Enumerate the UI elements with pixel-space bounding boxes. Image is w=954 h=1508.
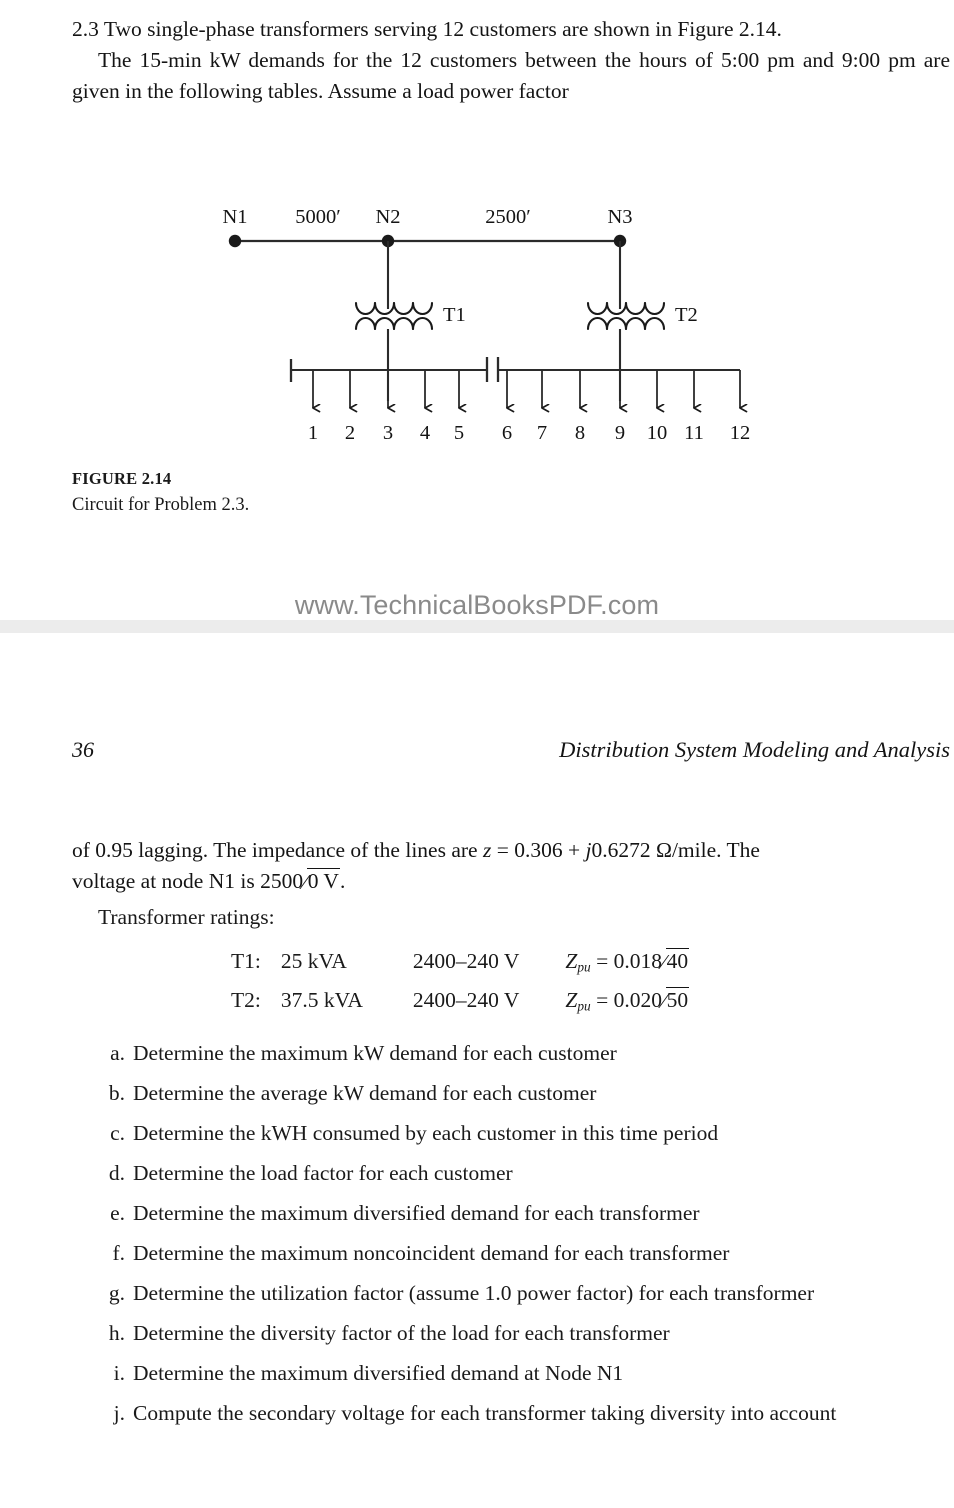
customer-drop-arrows	[313, 370, 740, 408]
watermark-text: www.TechnicalBooksPDF.com	[294, 590, 660, 620]
transformer-label-t1: T1	[443, 304, 466, 326]
list-item	[104, 1238, 950, 1269]
circuit-diagram-svg	[0, 196, 954, 456]
list-item	[104, 1358, 950, 1389]
list-marker-g: g.	[108, 1281, 125, 1305]
transformer-kva-t1: 25 kVA	[280, 949, 347, 973]
figure-caption-label: FIGURE 2.14	[72, 469, 172, 488]
impedance-text-c: 0.6272 Ω/mile. The	[591, 838, 760, 862]
customer-label-12: 12	[729, 422, 751, 444]
list-marker-h: h.	[108, 1321, 125, 1345]
span-label-2500: 2500′	[485, 206, 531, 228]
voltage-text-b: .	[339, 869, 346, 893]
table-row	[231, 946, 689, 985]
transformer-kva-t2: 37.5 kVA	[280, 987, 363, 1012]
voltage-sentence	[72, 866, 950, 897]
impedance-variable-z: z	[482, 838, 492, 862]
list-marker-e: e.	[110, 1201, 125, 1225]
transformer-label-t2: T2	[675, 304, 698, 326]
circuit-figure	[0, 196, 954, 456]
customer-label-1: 1	[307, 422, 319, 444]
list-text-e: Determine the maximum diversified demand for each transformer	[133, 1201, 700, 1225]
page-number: 36	[72, 737, 94, 762]
transformer-ratings-table	[0, 946, 954, 1023]
node-label-n3: N3	[607, 206, 633, 228]
transformer-t2-secondary-winding	[588, 318, 664, 329]
problem-statement-paragraph-1: 2.3 Two single-phase transformers serving 12 customers are shown in Figure 2.14.	[72, 17, 782, 41]
list-marker-f: f.	[112, 1241, 125, 1265]
list-marker-i: i.	[113, 1361, 125, 1385]
customer-label-2: 2	[344, 422, 356, 444]
voltage-angle-value: 0 V	[307, 869, 339, 893]
page-separator-band	[0, 620, 954, 633]
figure-caption-text: Circuit for Problem 2.3.	[72, 495, 250, 515]
z-angle-t2: 50	[666, 987, 689, 1012]
angle-symbol-icon: ⁄	[661, 988, 666, 1013]
list-marker-d: d.	[108, 1161, 125, 1185]
customer-label-9: 9	[614, 422, 626, 444]
list-item	[104, 1278, 950, 1309]
transformer-t1-secondary-winding	[356, 318, 432, 329]
problem-statement-paragraph-2: The 15-min kW demands for the 12 customers between the hours of 5:00 pm and 9:00 pm are given in the following tables. Assume a load power factor	[72, 48, 950, 103]
z-equals-t1: = 0.018	[590, 949, 662, 973]
impedance-operator-j: j	[585, 838, 592, 862]
question-list	[104, 1038, 950, 1438]
transformer-ratings-intro: Transformer ratings:	[98, 905, 275, 929]
impedance-text-a: of 0.95 lagging. The impedance of the lines are	[72, 838, 483, 862]
table-row	[231, 985, 689, 1024]
z-symbol-t2: Z	[565, 987, 578, 1012]
list-marker-b: b.	[108, 1081, 125, 1105]
transformer-name-t1: T1:	[231, 949, 261, 973]
customer-label-3: 3	[382, 422, 394, 444]
impedance-text-b: = 0.306 +	[491, 838, 586, 862]
span-label-5000: 5000′	[295, 206, 341, 228]
impedance-sentence	[72, 835, 950, 866]
z-subscript-t1: pu	[577, 959, 591, 975]
book-title: Distribution System Modeling and Analysis	[559, 737, 950, 762]
list-text-c: Determine the kWH consumed by each customer in this time period	[133, 1121, 719, 1145]
transformer-name-t2: T2:	[231, 987, 261, 1012]
list-text-f: Determine the maximum noncoincident demand for each transformer	[133, 1241, 730, 1265]
list-text-i: Determine the maximum diversified demand at Node N1	[133, 1361, 624, 1385]
list-item	[104, 1198, 950, 1229]
customer-label-7: 7	[536, 422, 548, 444]
list-text-a: Determine the maximum kW demand for each customer	[133, 1041, 617, 1065]
transformer-t1-primary-winding	[356, 303, 432, 314]
z-subscript-t2: pu	[577, 998, 591, 1014]
list-text-j: Compute the secondary voltage for each transformer taking diversity into account	[133, 1401, 837, 1425]
transformer-impedance-t1	[565, 946, 689, 985]
list-marker-a: a.	[110, 1041, 125, 1065]
node-label-n1: N1	[222, 206, 248, 228]
list-text-d: Determine the load factor for each customer	[133, 1161, 513, 1185]
z-symbol-t1: Z	[565, 949, 578, 973]
transformer-voltage-t2: 2400–240 V	[412, 987, 520, 1012]
list-text-h: Determine the diversity factor of the load for each transformer	[133, 1321, 670, 1345]
customer-label-11: 11	[684, 422, 704, 444]
z-angle-t1: 40	[666, 949, 689, 973]
list-item	[104, 1318, 950, 1349]
transformer-impedance-t2	[565, 985, 689, 1024]
list-item	[104, 1038, 950, 1069]
list-text-b: Determine the average kW demand for each customer	[133, 1081, 597, 1105]
node-dot-n1	[229, 235, 241, 247]
list-item	[104, 1158, 950, 1189]
customer-label-6: 6	[501, 422, 513, 444]
customer-label-5: 5	[453, 422, 465, 444]
customer-label-8: 8	[574, 422, 586, 444]
customer-label-4: 4	[419, 422, 431, 444]
node-label-n2: N2	[375, 206, 401, 228]
list-marker-c: c.	[110, 1121, 125, 1145]
transformer-t2-primary-winding	[588, 303, 664, 314]
figure-caption	[72, 466, 672, 518]
list-item	[104, 1398, 950, 1429]
list-text-g: Determine the utilization factor (assume 1.0 power factor) for each transformer	[133, 1281, 815, 1305]
list-item	[104, 1118, 950, 1149]
list-item	[104, 1078, 950, 1109]
voltage-text-a: voltage at node N1 is 2500	[72, 869, 304, 893]
z-equals-t2: = 0.020	[590, 987, 662, 1012]
transformer-voltage-t1: 2400–240 V	[412, 949, 520, 973]
running-head	[72, 737, 950, 771]
body-paragraph	[72, 835, 950, 897]
problem-statement	[72, 14, 950, 107]
customer-label-10: 10	[646, 422, 668, 444]
list-marker-j: j.	[113, 1401, 125, 1425]
angle-symbol-icon: ⁄	[303, 870, 307, 894]
angle-symbol-icon: ⁄	[661, 950, 666, 974]
